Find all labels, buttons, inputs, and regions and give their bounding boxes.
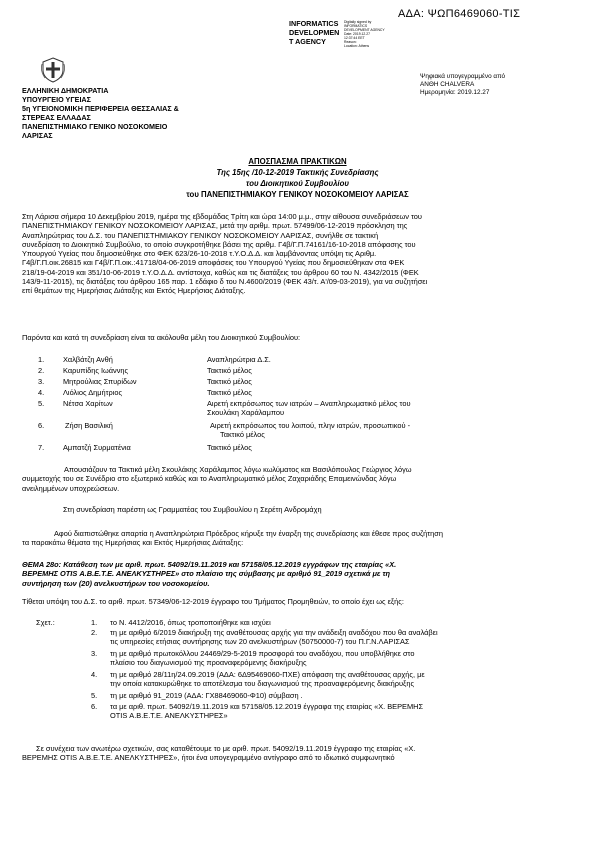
member-row (38, 399, 578, 419)
member-row (38, 388, 578, 398)
related-text (110, 691, 550, 700)
member-num: 7. (38, 443, 45, 452)
member-name: Νέτσα Χαρίτων (63, 399, 113, 408)
member-role: Τακτικό μέλος (207, 388, 252, 397)
session-title: Της 15ης /10-12-2019 Τακτικής Συνεδρίασης (216, 168, 379, 177)
fine-print-line: DEVELOPMENT AGENCY (344, 28, 385, 32)
related-num: 5. (91, 691, 98, 700)
member-role (207, 399, 497, 418)
intro-line: Αναπληρώτριας του Δ.Σ. του ΠΑΝΕΠΙΣΤΗΜΙΑΚΟΥ ΓΕΝΙΚΟΥ ΝΟΣΟΚΟΜΕΙΟΥ ΛΑΡΙΣΑΣ, συνήλθε σε τακτική (22, 230, 379, 240)
related-text (110, 702, 550, 721)
member-row (38, 355, 578, 365)
issuer-line: ΕΛΛΗΝΙΚΗ ΔΗΜΟΚΡΑΤΙΑ (22, 86, 109, 95)
member-role: Αναπληρώτρια Δ.Σ. (207, 355, 271, 364)
related-line: τις υπηρεσίες ετήσιας συντήρησης των 20 ανελκυστήρων (50750000-7) του Π.Γ.Ν.ΛΑΡΙΣΑΣ (110, 637, 410, 647)
subject-line: συντήρηση των (20) ανελκυστήρων του νοσοκομείου. (22, 578, 210, 588)
intro-line: 143/9-11-2015), τις διατάξεις του άρθρου 165 παρ. 1 εδάφιο δ του Ν.4600/2019 (ΦΕΚ 43/τ. Α'/09-03-2019), για να συζητήσει (22, 277, 428, 287)
related-line: τη με αριθμό 6/2019 διακήρυξη της αναθέτουσας αρχής για την ανάδειξη αναδόχου που θα αναλάβει (110, 628, 438, 637)
member-role: Τακτικό μέλος (207, 443, 252, 452)
member-role: Τακτικό μέλος (207, 366, 252, 375)
intro-line: ΠΑΝΕΠΙΣΤΗΜΙΑΚΟΥ ΓΕΝΙΚΟΥ ΝΟΣΟΚΟΜΕΙΟΥ ΛΑΡΙΣΑΣ, μετά την αριθμ. πρωτ. 57499/06-12-2019 πρόσκληση της (22, 221, 408, 231)
member-name: Λιόλιος Δημήτριος (63, 388, 123, 397)
subject-line: ΒΕΡΕΜΗΣ OTIS Α.Β.Ε.Τ.Ε. ΑΝΕΛΚΥΣΤΗΡΕΣ» στο πλαίσιο της σύμβασης με αριθμό 91_2019 σχετικά με τη (22, 569, 391, 579)
doc-title: ΑΠΟΣΠΑΣΜΑ ΠΡΑΚΤΙΚΩΝ (248, 157, 347, 166)
related-line: τη με αριθμό 91_2019 (ΑΔΑ: ΓΧ88469060-Φ10) σύμβαση . (110, 691, 303, 700)
member-row (38, 421, 578, 441)
member-role-line: Σκουλάκη Χαράλαμπου (207, 408, 284, 418)
absent-line: ανειλημμένων υποχρεώσεων. (22, 483, 120, 493)
logo-fine-print (344, 20, 399, 48)
intro-line: 218/19-04-2019 και 351/10-06-2019 τ.Υ.Ο.Δ.Δ. αντίστοιχα, καθώς και τις διατάξεις του άρθρου 60 του Ν. 4342/2015 (ΦΕΚ (22, 267, 419, 277)
issuer-block (22, 86, 179, 140)
related-num: 4. (91, 670, 98, 679)
related-list (22, 617, 577, 747)
fine-print-line: Reason: (344, 40, 357, 44)
member-name: Χαλβάτζη Ανθή (63, 355, 113, 364)
related-text (110, 670, 550, 689)
member-role (210, 421, 500, 440)
present-intro: Παρόντα και κατά τη συνεδρίαση είναι τα ακόλουθα μέλη του Διοικητικού Συμβουλίου: (22, 333, 301, 342)
issuer-line: ΠΑΝΕΠΙΣΤΗΜΙΑΚΟ ΓΕΝΙΚΟ ΝΟΣΟΚΟΜΕΙΟ (22, 122, 168, 131)
issuer-line: 5η ΥΓΕΙΟΝΟΜΙΚΗ ΠΕΡΙΦΕΡΕΙΑ ΘΕΣΣΑΛΙΑΣ & (22, 104, 179, 113)
related-num: 3. (91, 649, 98, 658)
secretary-line: Στη συνεδρίαση παρέστη ως Γραμματέας του Συμβουλίου η Σερέτη Ανδρομάχη (63, 505, 322, 514)
fine-print-line: Date: 2019.12.27 (344, 32, 371, 36)
informatics-logo (289, 20, 399, 52)
related-line: την οποία κατακυρώθηκε το αποτέλεσμα του διαγωνισμού της προαναφερόμενης διακήρυξης (110, 679, 415, 689)
related-line: πλαίσιο του διαγωνισμού της προαναφερόμενης διακήρυξης (110, 658, 307, 668)
subject-paragraph (22, 560, 577, 588)
related-num: 6. (91, 702, 98, 711)
intro-line: Στη Λάρισα σήμερα 10 Δεκεμβρίου 2019, ημέρα της εβδομάδας Τρίτη και ώρα 14:00 μ.μ., στην αίθουσα συνεδριάσεων του (22, 212, 422, 221)
fine-print-line: Digitally signed by (344, 20, 372, 24)
issuer-line: ΥΠΟΥΡΓΕΙΟ ΥΓΕΙΑΣ (22, 95, 91, 104)
fine-print-line: 12:37:44 EET (344, 36, 365, 40)
signature-line: ΑΝΘΗ CHALVERA (420, 80, 475, 88)
related-line: OTIS Α.Β.Ε.Τ.Ε. ΑΝΕΛΚΥΣΤΗΡΕΣ» (110, 711, 228, 721)
related-line: τη με αριθμό 28/11η/24.09.2019 (ΑΔΑ: 6Δ95469060-ΠΧΕ) απόφαση της αναθέτουσας αρχής, με (110, 670, 425, 679)
absent-paragraph (22, 465, 577, 493)
quorum-line: Αφού διαπιστώθηκε απαρτία η Αναπληρώτρια Πρόεδρος κήρυξε την έναρξη της συνεδρίασης και έθεσε προς συζήτηση (54, 529, 443, 538)
intro-line: επί θεμάτων της Ημερήσιας Διάταξης και Εκτός Ημερήσιας Διάταξης. (22, 286, 246, 296)
intro-paragraph (22, 212, 577, 296)
greek-emblem-icon (40, 57, 66, 83)
fine-print-line: Location: Athens (344, 44, 370, 48)
logo-line: INFORMATICS (289, 19, 339, 28)
issuer-line: ΣΤΕΡΕΑΣ ΕΛΛΑΔΑΣ (22, 113, 91, 122)
member-role-line: Αιρετή εκπρόσωπος των ιατρών – Αναπληρωματικό μέλος του (207, 399, 411, 408)
member-name: Ζήση Βασιλική (65, 421, 113, 430)
member-row (38, 366, 578, 376)
signature-line: Ψηφιακά υπογεγραμμένο από (420, 73, 506, 80)
member-role-line: Αιρετή εκπρόσωπος του λοιπού, πλην ιατρών, προσωπικού - (210, 421, 411, 430)
board-title: του Διοικητικού Συμβουλίου (246, 179, 349, 188)
member-num: 6. (38, 421, 45, 430)
member-name: Καρυπίδης Ιωάννης (63, 366, 129, 375)
member-name: Μητρούλιας Σπυρίδων (63, 377, 137, 386)
member-name: Αμπατζή Συρματένια (63, 443, 131, 452)
member-num: 5. (38, 399, 45, 408)
absent-line: συμμετοχής του σε Συνέδριο στο εξωτερικό καθώς και το Αναπληρωματικό μέλος Ζαχαριάδης Επαμεινώνδας λόγω (22, 474, 397, 484)
quorum-line: τα παρακάτω θέματα της Ημερήσιας και Εκτός Ημερήσιας Διάταξης: (22, 538, 244, 548)
closing-line: ΒΕΡΕΜΗΣ OTIS Α.Β.Ε.Τ.Ε. ΑΝΕΛΚΥΣΤΗΡΕΣ», ήτοι ένα υπογεγραμμένο αντίγραφο από το ιδιωτικό συμφωνητικό (22, 753, 395, 763)
member-row (38, 377, 578, 387)
submitted-line: Τίθεται υπόψη του Δ.Σ. το αριθ. πρωτ. 57349/06-12-2019 έγγραφο του Τμήματος Προμηθειών, το οποίο έχει ως εξής: (22, 597, 404, 606)
related-line: τα με αριθ. πρωτ. 54092/19.11.2019 και 57158/05.12.2019 έγγραφα της εταιρίας «Χ. ΒΕΡΕΜΗΣ (110, 702, 424, 711)
closing-line: Σε συνέχεια των ανωτέρω σχετικών, σας καταθέτουμε το με αριθ. πρωτ. 54092/19.11.2019 έγγραφο της εταιρίας «Χ. (36, 744, 416, 753)
signature-line: Ημερομηνία: 2019.12.27 (420, 88, 490, 96)
related-text (110, 649, 550, 668)
member-num: 1. (38, 355, 45, 364)
logo-line: DEVELOPMEN (289, 28, 340, 37)
absent-line: Απουσιάζουν τα Τακτικά μέλη Σκουλάκης Χαράλαμπος λόγω κωλύματος και Βασιλόπουλος Γεώργιος λόγω (64, 465, 412, 474)
member-num: 3. (38, 377, 45, 386)
related-text (110, 628, 550, 647)
closing-paragraph (22, 744, 577, 763)
fine-print-line: INFORMATICS (344, 24, 368, 28)
hospital-title: του ΠΑΝΕΠΙΣΤΗΜΙΑΚΟΥ ΓΕΝΙΚΟΥ ΝΟΣΟΚΟΜΕΙΟΥ ΛΑΡΙΣΑΣ (186, 190, 409, 199)
related-num: 2. (91, 628, 98, 637)
quorum-paragraph (22, 529, 577, 548)
related-text (110, 618, 550, 627)
related-line: τη με αριθμό πρωτοκόλλου 24469/29-5-2019 προσφορά του αναδόχου, που υποβλήθηκε στο (110, 649, 415, 658)
issuer-line: ΛΑΡΙΣΑΣ (22, 131, 53, 140)
digital-signature (420, 73, 505, 96)
related-line: το Ν. 4412/2016, όπως τροποποιήθηκε και ισχύει (110, 618, 271, 627)
member-num: 2. (38, 366, 45, 375)
intro-line: Γ4β/Γ.Π.οικ.26815 και Γ4β/Γ.Π.οικ.:41718/04-06-2019 αποφάσεις του Υπουργού Υγείας που δημοσιεύθηκαν στα ΦΕΚ (22, 258, 405, 268)
logo-line: T AGENCY (289, 37, 326, 46)
member-row (38, 443, 578, 453)
intro-line: συνεδρίαση το Διοικητικό Συμβούλιο, το οποίο συγκροτήθηκε βάσει της αριθμ. Γ4β/Γ.Π.74161/16-10-2018 απόφασης του (22, 239, 416, 249)
intro-line: Υπουργού Υγείας που δημοσιεύθηκε στο ΦΕΚ 623/26-10-2018 τ.Υ.Ο.Δ.Δ. και λαμβάνοντας υπόψη τις Αριθμ. (22, 249, 377, 259)
member-num: 4. (38, 388, 45, 397)
subject-line: ΘΕΜΑ 28ο: Κατάθεση των με αριθ. πρωτ. 54092/19.11.2019 και 57158/05.12.2019 εγγράφων της εταιρίας «Χ. (22, 560, 397, 569)
member-role-line: Τακτικό μέλος (220, 430, 265, 440)
related-num: 1. (91, 618, 98, 627)
member-role: Τακτικό μέλος (207, 377, 252, 386)
ada-code: ΑΔΑ: ΨΩΠ6469060-ΤΙΣ (398, 8, 521, 20)
related-label: Σχετ.: (36, 618, 55, 627)
